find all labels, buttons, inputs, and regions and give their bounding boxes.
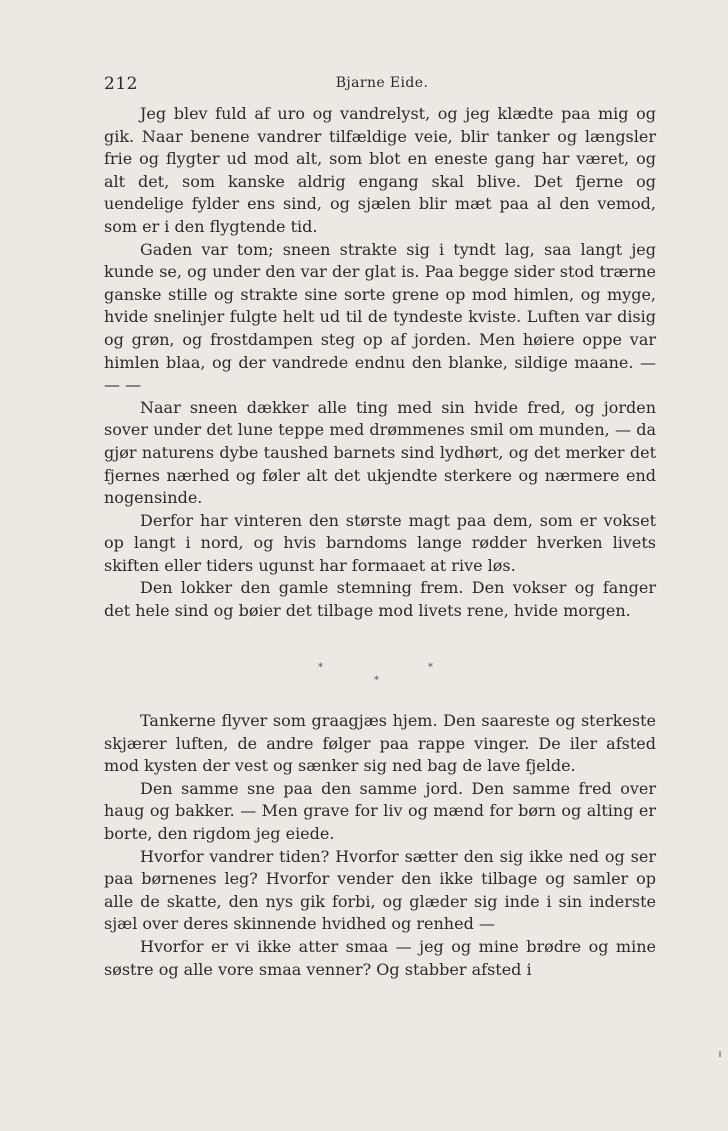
asterism-mark: * bbox=[318, 662, 323, 673]
paragraph: Den samme sne paa den samme jord. Den samme fred over haug og bakker. — Men grave for liv og mænd for børn og alting er borte, den rigdom jeg eiede. bbox=[104, 778, 656, 843]
paragraph: Den lokker den gamle stemning frem. Den vokser og fanger det hele sind og bøier det tilbage mod livets rene, hvide morgen. bbox=[104, 578, 656, 621]
running-title: Bjarne Eide. bbox=[335, 75, 429, 91]
page-header bbox=[104, 74, 660, 94]
paragraph: Jeg blev fuld af uro og vandrelyst, og jeg klædte paa mig og gik. Naar benene vandrer tilfældige veie, blir tanker og længsler frie og flygter ud mod alt, som blot en eneste gang har været, og alt det, som kanske aldrig engang skal blive. Det fjerne og uendelige fylder ens sind, og sjælen blir mæt paa al den vemod, som er i den flygtende tid. bbox=[104, 104, 656, 236]
paragraph: Hvorfor er vi ikke atter smaa — jeg og mine brødre og mine søstre og alle vore smaa venner? Og stabber afsted i bbox=[104, 936, 656, 979]
section-1-text bbox=[104, 103, 656, 623]
asterism-mark: * bbox=[374, 675, 379, 686]
section-2-text bbox=[104, 710, 656, 981]
paper-speck bbox=[719, 1051, 721, 1057]
paragraph: Naar sneen dækker alle ting med sin hvide fred, og jorden sover under det lune teppe med drømmenes smil om munden, — da gjør naturens dybe taushed barnets sind lydhørt, og det merker det fjernes nærhed og føler alt det ukjendte sterkere og nærmere end nogensinde. bbox=[104, 397, 656, 508]
asterism-mark: * bbox=[428, 662, 433, 673]
paragraph: Gaden var tom; sneen strakte sig i tyndt lag, saa langt jeg kunde se, og under den var der glat is. Paa begge sider stod trærne ganske stille og strakte sine sorte grene op mod himlen, og myge, hvide snelinjer fulgte helt ud til de tyndeste kviste. Luften var disig og grøn, og frostdampen steg op af jorden. Men høiere oppe var himlen blaa, og der vandrede endnu den blanke, sildige maane. — — — bbox=[104, 239, 656, 395]
paragraph: Tankerne flyver som graagjæs hjem. Den saareste og sterkeste skjærer luften, de andre følger paa rappe vinger. De iler afsted mod kysten der vest og sænker sig ned bag de lave fjelde. bbox=[104, 711, 656, 776]
paragraph: Derfor har vinteren den største magt paa dem, som er vokset op langt i nord, og hvis barndoms lange rødder hverken livets skiften eller tiders ugunst har formaaet at rive løs. bbox=[104, 510, 656, 575]
section-break bbox=[0, 662, 728, 692]
page-number: 212 bbox=[104, 74, 138, 94]
paragraph: Hvorfor vandrer tiden? Hvorfor sætter den sig ikke ned og ser paa børnenes leg? Hvorfor vender den ikke tilbage og samler op alle de skatte, den nys gik forbi, og glæder sig inde i sin inderste sjæl over deres skinnende hvidhed og renhed — bbox=[104, 846, 656, 934]
